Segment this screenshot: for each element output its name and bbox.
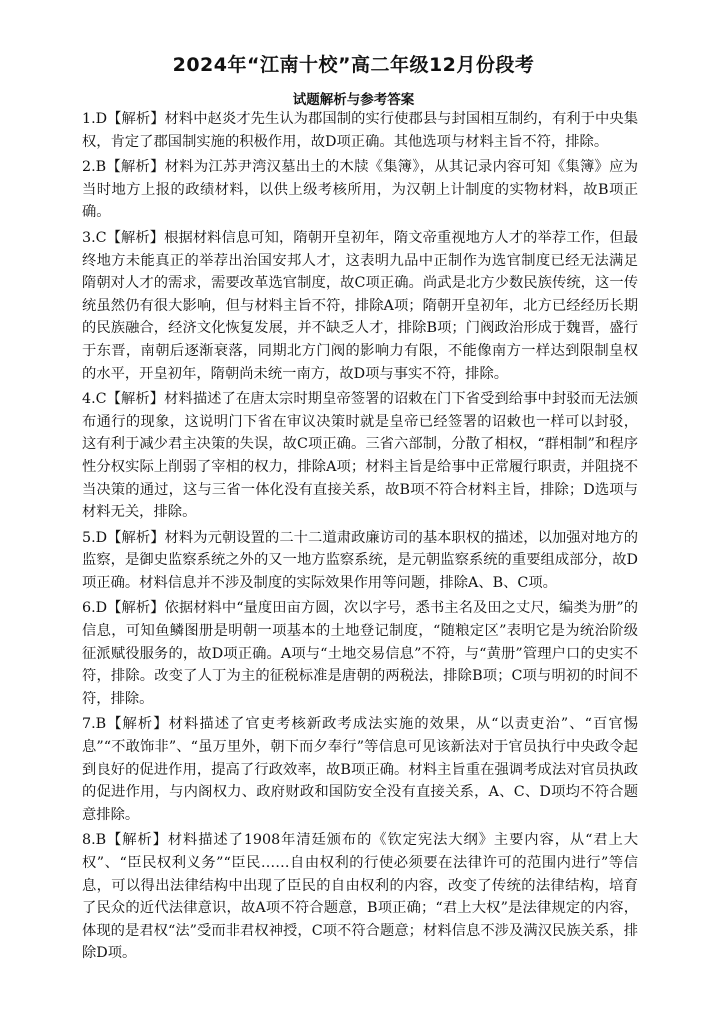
answer-item-3: 3.C【解析】根据材料信息可知，隋朝开皇初年，隋文帝重视地方人才的举荐工作，但最终地方未能真正的举荐出治国安邦人才，这表明九品中正制作为选官制度已经无法满足隋朝对人才的需求，需要改革选官制度，故C项正确。尚武是北方少数民族传统，这一传统虽然仍有很大影响，但与材料主旨不符，排除A项；隋朝开皇初年，北方已经经历长期的民族融合，经济文化恢复发展，并不缺乏人才，排除B项；门阀政治形成于魏晋，盛行于东晋，南朝后逐渐衰落，同期北方门阀的影响力有限，不能像南方一样达到限制皇权的水平，开皇初年，隋朝尚未统一南方，故D项与事实不符，排除。 (82, 229, 638, 382)
answer-list (82, 108, 638, 968)
document-title: 2024年“江南十校”高二年级12月份段考 (172, 54, 535, 76)
answer-item-5: 5.D【解析】材料为元朝设置的二十二道肃政廉访司的基本职权的描述，以加强对地方的监察，是御史监察系统之外的又一地方监察系统，是元朝监察系统的重要组成部分，故D项正确。材料信息并不涉及制度的实际效果作用等问题，排除A、B、C项。 (82, 529, 638, 591)
document-subtitle: 试题解析与参考答案 (292, 92, 415, 108)
answer-item-7: 7.B【解析】材料描述了官吏考核新政考成法实施的效果，从“以责吏治”、“百官惕息”“不敢饰非”、“虽万里外，朝下而夕奉行”等信息可见该新法对于官员执行中央政令起到良好的促进作用，提高了行政效率，故B项正确。材料主旨重在强调考成法对官员执政的促进作用，与内阁权力、政府财政和国防安全没有直接关系，A、C、D项均不符合题意排除。 (82, 716, 638, 823)
answer-item-6: 6.D【解析】依据材料中“量度田亩方圆，次以字号，悉书主名及田之丈尺，编类为册”的信息，可知鱼鳞图册是明朝一项基本的土地登记制度，“随粮定区”表明它是为统治阶级征派赋役服务的，故D项正确。A项与“土地交易信息”不符，与“黄册”管理户口的史实不符，排除。改变了人丁为主的征税标准是唐朝的两税法，排除B项；C项与明初的时间不符，排除。 (82, 600, 638, 707)
answer-item-4: 4.C【解析】材料描述了在唐太宗时期皇帝签署的诏敕在门下省受到给事中封驳而无法颁布通行的现象，这说明门下省在审议决策时就是皇帝已经签署的诏敕也一样可以封驳，这有利于减少君主决策的失误，故C项正确。三省六部制，分散了相权，“群相制”和程序性分权实际上削弱了宰相的权力，排除A项；材料主旨是给事中正常履行职责，并阻挠不当决策的通过，这与三省一体化没有直接关系，故B项不符合材料主旨，排除；D选项与材料无关，排除。 (82, 391, 638, 521)
answer-item-1: 1.D【解析】材料中赵炎才先生认为郡国制的实行使郡县与封国相互制约，有利于中央集权，肯定了郡国制实施的积极作用，故D项正确。其他选项与材料主旨不符，排除。 (82, 111, 638, 150)
answer-item-2: 2.B【解析】材料为江苏尹湾汉墓出土的木牍《集簿》，从其记录内容可知《集簿》应为当时地方上报的政绩材料，以供上级考核所用，为汉朝上计制度的实物材料，故B项正确。 (82, 159, 638, 221)
answer-item-8: 8.B【解析】材料描述了1908年清廷颁布的《钦定宪法大纲》主要内容，从“君上大权”、“臣民权利义务”“臣民……自由权利的行使必须要在法律许可的范围内进行”等信息，可以得出法律结构中出现了臣民的自由权利的内容，改变了传统的法律结构，培育了民众的近代法律意识，故A项不符合题意，B项正确；“君上大权”是法律规定的内容，体现的是君权“法”受而非君权神授，C项不符合题意；材料信息不涉及满汉民族关系，排除D项。 (82, 832, 638, 962)
